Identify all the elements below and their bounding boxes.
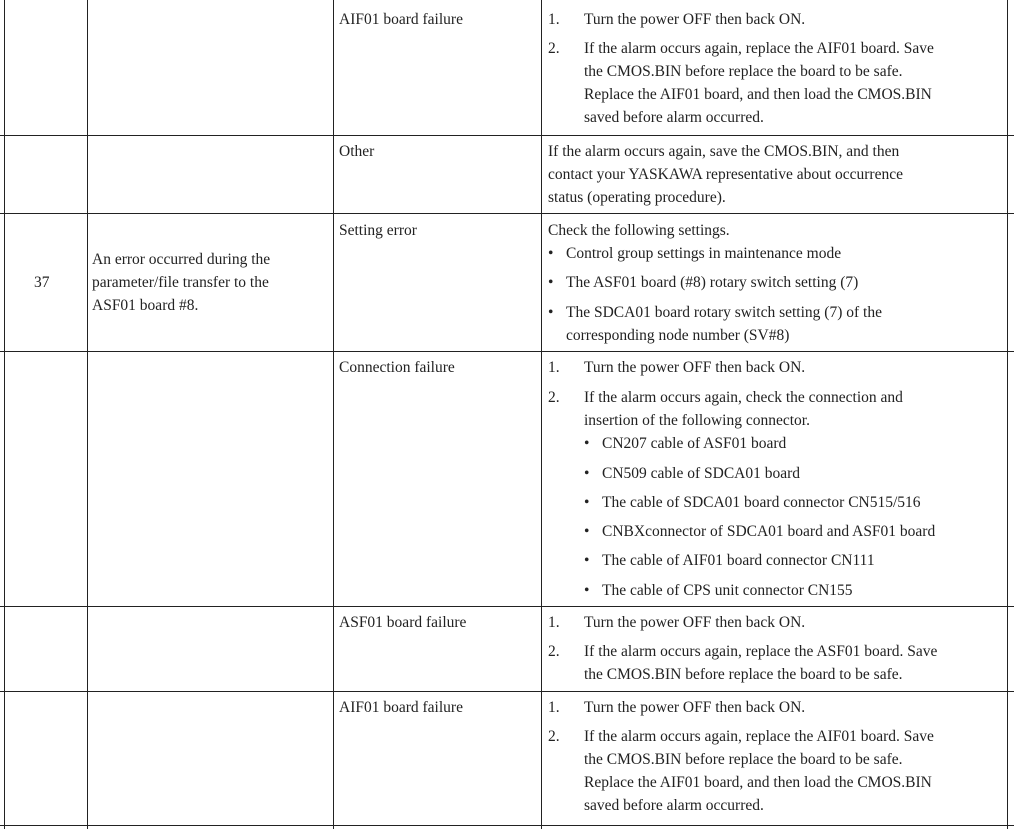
- bullet: •: [584, 582, 590, 599]
- step-number: 1.: [548, 699, 560, 716]
- connector-item: The cable of CPS unit connector CN155: [602, 582, 853, 599]
- cause-cell: Other: [339, 143, 375, 160]
- step-number: 2.: [548, 389, 560, 406]
- cause-cell: Setting error: [339, 222, 417, 239]
- step-text: Turn the power OFF then back ON.: [584, 11, 806, 28]
- column-divider: [87, 0, 88, 829]
- bullet: •: [548, 274, 554, 291]
- connector-item: The cable of AIF01 board connector CN111: [602, 552, 875, 569]
- bullet: •: [548, 304, 554, 321]
- bullet: •: [548, 245, 554, 262]
- alarm-description: An error occurred during the parameter/file transfer to the ASF01 board #8.: [92, 251, 271, 314]
- bullet: •: [584, 435, 590, 452]
- row-divider: [0, 691, 1014, 692]
- bullet-text: Control group settings in maintenance mode: [566, 245, 842, 262]
- step-text: Turn the power OFF then back ON.: [584, 699, 806, 716]
- bullet-text: The ASF01 board (#8) rotary switch setting (7): [566, 274, 859, 291]
- cause-cell: Connection failure: [339, 359, 455, 376]
- step-number: 1.: [548, 11, 560, 28]
- step-text: If the alarm occurs again, check the connection and insertion of the following connector.: [584, 389, 903, 429]
- row-divider: [0, 213, 1014, 214]
- connector-item: CN207 cable of ASF01 board: [602, 435, 787, 452]
- table-border-left: [4, 0, 5, 829]
- remedy-text: If the alarm occurs again, save the CMOS.BIN, and then contact your YASKAWA representative about occurrence status (operating procedure).: [548, 143, 903, 206]
- step-text: If the alarm occurs again, replace the AIF01 board. Save the CMOS.BIN before replace the board to be safe. Replace the AIF01 board, and then load the CMOS.BIN saved before alarm occurred.: [584, 728, 934, 814]
- cause-cell: AIF01 board failure: [339, 699, 463, 716]
- row-divider: [0, 606, 1014, 607]
- column-divider: [333, 0, 334, 829]
- column-divider: [541, 0, 542, 829]
- bullet-text: The SDCA01 board rotary switch setting (7) of the corresponding node number (SV#8): [566, 304, 882, 344]
- bullet: •: [584, 494, 590, 511]
- connector-item: CNBXconnector of SDCA01 board and ASF01 board: [602, 523, 936, 540]
- connector-item: CN509 cable of SDCA01 board: [602, 465, 801, 482]
- step-text: If the alarm occurs again, replace the ASF01 board. Save the CMOS.BIN before replace the board to be safe.: [584, 643, 938, 683]
- step-text: Turn the power OFF then back ON.: [584, 614, 806, 631]
- step-number: 2.: [548, 728, 560, 745]
- table-border-right: [1007, 0, 1008, 829]
- step-number: 2.: [548, 643, 560, 660]
- connector-item: The cable of SDCA01 board connector CN515/516: [602, 494, 921, 511]
- cause-cell: AIF01 board failure: [339, 11, 463, 28]
- bullet: •: [584, 465, 590, 482]
- remedy-intro: Check the following settings.: [548, 222, 730, 239]
- bullet: •: [584, 523, 590, 540]
- step-text: Turn the power OFF then back ON.: [584, 359, 806, 376]
- step-text: If the alarm occurs again, replace the AIF01 board. Save the CMOS.BIN before replace the board to be safe. Replace the AIF01 board, and then load the CMOS.BIN saved before alarm occurred.: [584, 40, 934, 126]
- row-divider: [0, 135, 1014, 136]
- step-number: 1.: [548, 359, 560, 376]
- step-number: 2.: [548, 40, 560, 57]
- alarm-number: 37: [34, 274, 50, 291]
- bullet: •: [584, 552, 590, 569]
- cause-cell: ASF01 board failure: [339, 614, 467, 631]
- step-number: 1.: [548, 614, 560, 631]
- row-divider: [0, 825, 1014, 826]
- row-divider: [0, 351, 1014, 352]
